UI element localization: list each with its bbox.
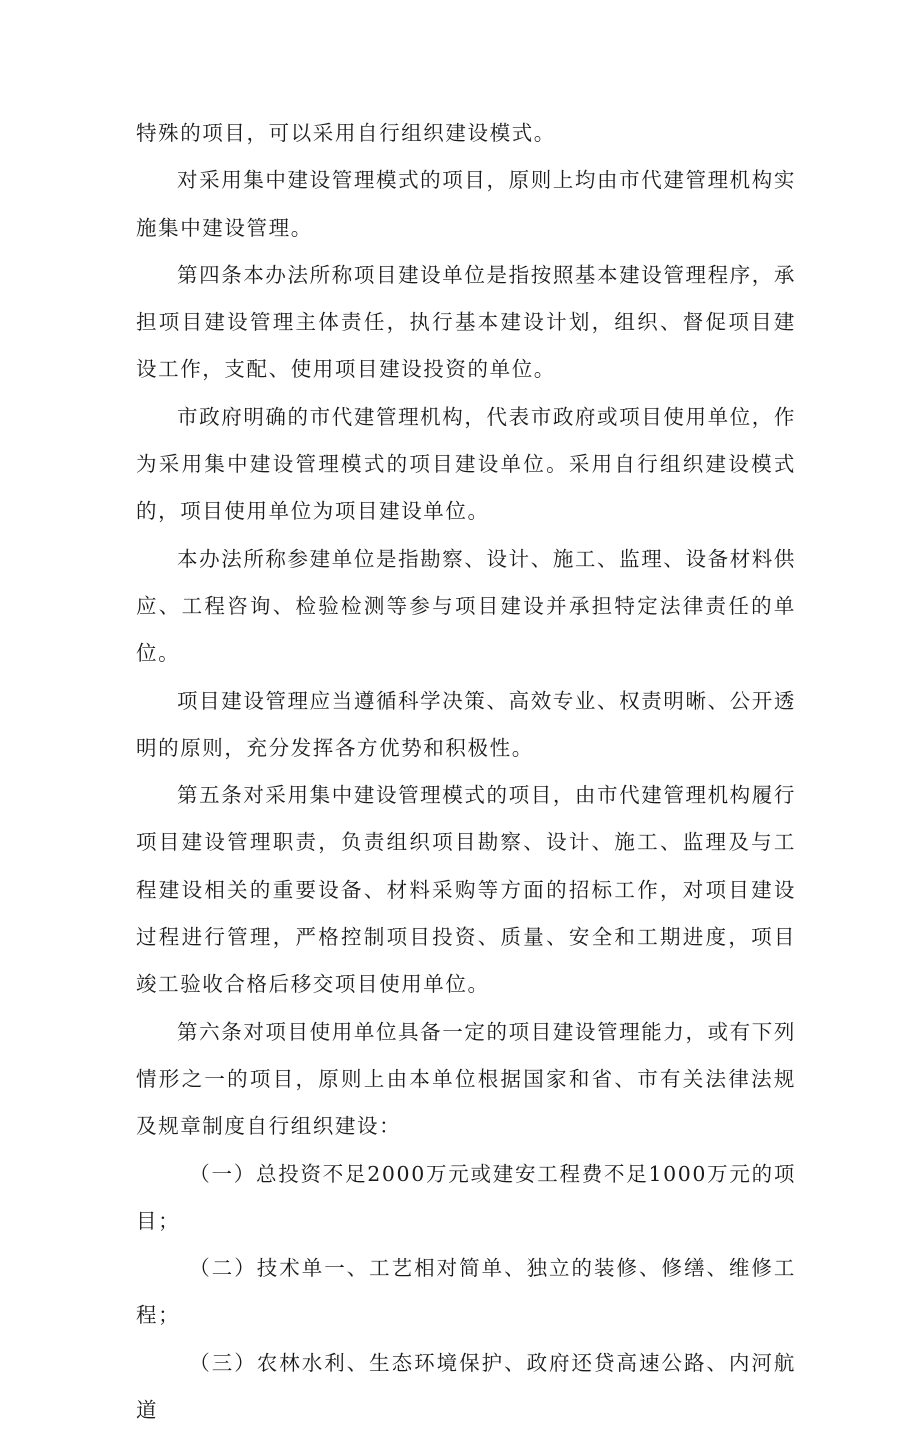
list-item-2: （二）技术单一、工艺相对简单、独立的装修、修缮、维修工程； (136, 1256, 796, 1328)
paragraph-article-4: 第四条本办法所称项目建设单位是指按照基本建设管理程序，承担项目建设管理主体责任，执行基本建设计划，组织、督促项目建设工作，支配、使用项目建设投资的单位。 (136, 262, 796, 382)
paragraph-article-6: 第六条对项目使用单位具备一定的项目建设管理能力，或有下列情形之一的项目，原则上由本单位根据国家和省、市有关法律法规及规章制度自行组织建设： (136, 1019, 796, 1139)
document-body (136, 110, 796, 1434)
paragraph-2: 对采用集中建设管理模式的项目，原则上均由市代建管理机构实施集中建设管理。 (136, 168, 796, 240)
paragraph-4: 市政府明确的市代建管理机构，代表市政府或项目使用单位，作为采用集中建设管理模式的项目建设单位。采用自行组织建设模式的，项目使用单位为项目建设单位。 (136, 404, 796, 524)
paragraph-article-5: 第五条对采用集中建设管理模式的项目，由市代建管理机构履行项目建设管理职责，负责组织项目勘察、设计、施工、监理及与工程建设相关的重要设备、材料采购等方面的招标工作，对项目建设过程进行管理，严格控制项目投资、质量、安全和工期进度，项目竣工验收合格后移交项目使用单位。 (136, 783, 796, 997)
paragraph-5: 本办法所称参建单位是指勘察、设计、施工、监理、设备材料供应、工程咨询、检验检测等参与项目建设并承担特定法律责任的单位。 (136, 546, 796, 666)
paragraph-1: 特殊的项目，可以采用自行组织建设模式。 (136, 121, 556, 145)
list-item-3: （三）农林水利、生态环境保护、政府还贷高速公路、内河航道 (136, 1350, 796, 1423)
paragraph-6: 项目建设管理应当遵循科学决策、高效专业、权责明晰、公开透明的原则，充分发挥各方优势和积极性。 (136, 688, 796, 760)
list-item-1: （一）总投资不足2000万元或建安工程费不足1000万元的项目； (136, 1161, 796, 1233)
